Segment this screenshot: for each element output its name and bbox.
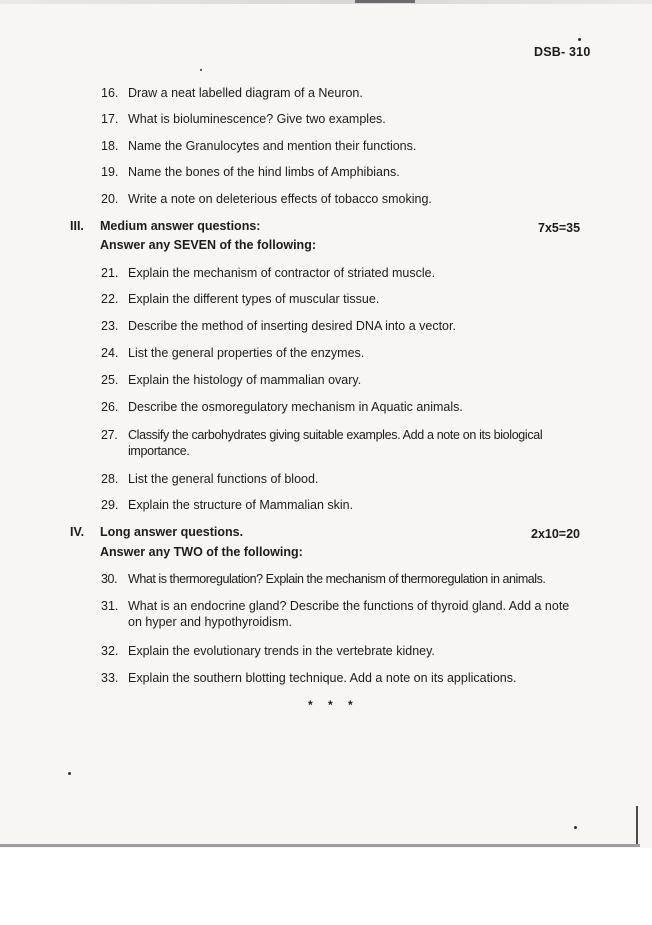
- question-number: 16.: [101, 86, 119, 100]
- question-17: [101, 111, 589, 127]
- question-text: Name the bones of the hind limbs of Amphibians.: [128, 165, 400, 179]
- scan-mark-top: [355, 0, 415, 3]
- question-32: [101, 643, 589, 659]
- question-27: [101, 427, 585, 459]
- scan-edge-top: [0, 0, 652, 4]
- question-33: [101, 670, 589, 686]
- question-text: Explain the histology of mammalian ovary.: [128, 373, 362, 387]
- question-number: 23.: [101, 319, 119, 333]
- section-numeral: IV.: [70, 525, 85, 539]
- question-number: 18.: [101, 139, 119, 153]
- question-number: 33.: [101, 671, 119, 685]
- question-21: [101, 265, 589, 281]
- end-of-paper-mark: * * *: [308, 698, 359, 712]
- question-text: Draw a neat labelled diagram of a Neuron.: [128, 86, 363, 100]
- question-text: What is bioluminescence? Give two examples.: [128, 112, 386, 126]
- scan-speck: [200, 69, 202, 71]
- scan-edge-bottom: [0, 844, 640, 847]
- question-28: [101, 471, 589, 487]
- question-text: Explain the different types of muscular tissue.: [128, 292, 380, 306]
- section-marks: 2x10=20: [531, 527, 581, 541]
- question-number: 29.: [101, 498, 119, 512]
- question-number: 30.: [101, 572, 118, 586]
- question-30: [101, 571, 589, 587]
- question-number: 28.: [101, 472, 119, 486]
- question-23: [101, 318, 589, 334]
- question-16: [101, 85, 589, 101]
- question-24: [101, 345, 589, 361]
- question-number: 32.: [101, 644, 119, 658]
- question-18: [101, 138, 589, 154]
- question-number: 25.: [101, 373, 119, 387]
- question-text: Explain the structure of Mammalian skin.: [128, 498, 354, 512]
- question-19: [101, 164, 589, 180]
- question-text: Explain the mechanism of contractor of striated muscle.: [128, 266, 436, 280]
- question-text: Describe the osmoregulatory mechanism in Aquatic animals.: [128, 400, 463, 414]
- question-25: [101, 372, 589, 388]
- section-instruction: Answer any TWO of the following:: [100, 545, 303, 559]
- question-number: 21.: [101, 266, 119, 280]
- question-number: 27.: [101, 428, 118, 442]
- section-heading-medium: [70, 218, 588, 234]
- section-marks: 7x5=35: [538, 221, 581, 235]
- question-number: 31.: [101, 599, 119, 613]
- scan-edge-right: [636, 806, 638, 846]
- scan-speck: [68, 772, 71, 775]
- question-22: [101, 291, 589, 307]
- question-text: What is an endocrine gland? Describe the functions of thyroid gland. Add a note on hyper and hypothyroidism.: [128, 599, 570, 629]
- section-heading-long: [70, 524, 588, 540]
- question-text: Write a note on deleterious effects of tobacco smoking.: [128, 192, 432, 206]
- paper-code: DSB- 310: [534, 45, 591, 59]
- question-number: 20.: [101, 192, 119, 206]
- scan-margin-bottom: [0, 848, 652, 925]
- scan-speck: [578, 38, 581, 41]
- section-title: Long answer questions.: [100, 525, 244, 539]
- question-number: 17.: [101, 112, 119, 126]
- section-title: Medium answer questions:: [100, 219, 261, 233]
- question-number: 19.: [101, 165, 119, 179]
- question-text: Explain the evolutionary trends in the vertebrate kidney.: [128, 644, 435, 658]
- question-text: Name the Granulocytes and mention their functions.: [128, 139, 417, 153]
- question-text: What is thermoregulation? Explain the mechanism of thermoregulation in animals.: [128, 572, 546, 586]
- scan-speck: [574, 826, 577, 829]
- question-number: 26.: [101, 400, 119, 414]
- section-instruction: Answer any SEVEN of the following:: [100, 238, 316, 252]
- question-20: [101, 191, 589, 207]
- section-numeral: III.: [70, 219, 84, 233]
- question-text: List the general functions of blood.: [128, 472, 319, 486]
- question-29: [101, 497, 589, 513]
- question-text: Describe the method of inserting desired DNA into a vector.: [128, 319, 456, 333]
- question-text: Explain the southern blotting technique. Add a note on its applications.: [128, 671, 517, 685]
- question-text: Classify the carbohydrates giving suitable examples. Add a note on its biological importance.: [128, 428, 543, 458]
- question-text: List the general properties of the enzymes.: [128, 346, 365, 360]
- question-number: 22.: [101, 292, 119, 306]
- question-number: 24.: [101, 346, 119, 360]
- question-26: [101, 399, 589, 415]
- question-31: [101, 598, 585, 630]
